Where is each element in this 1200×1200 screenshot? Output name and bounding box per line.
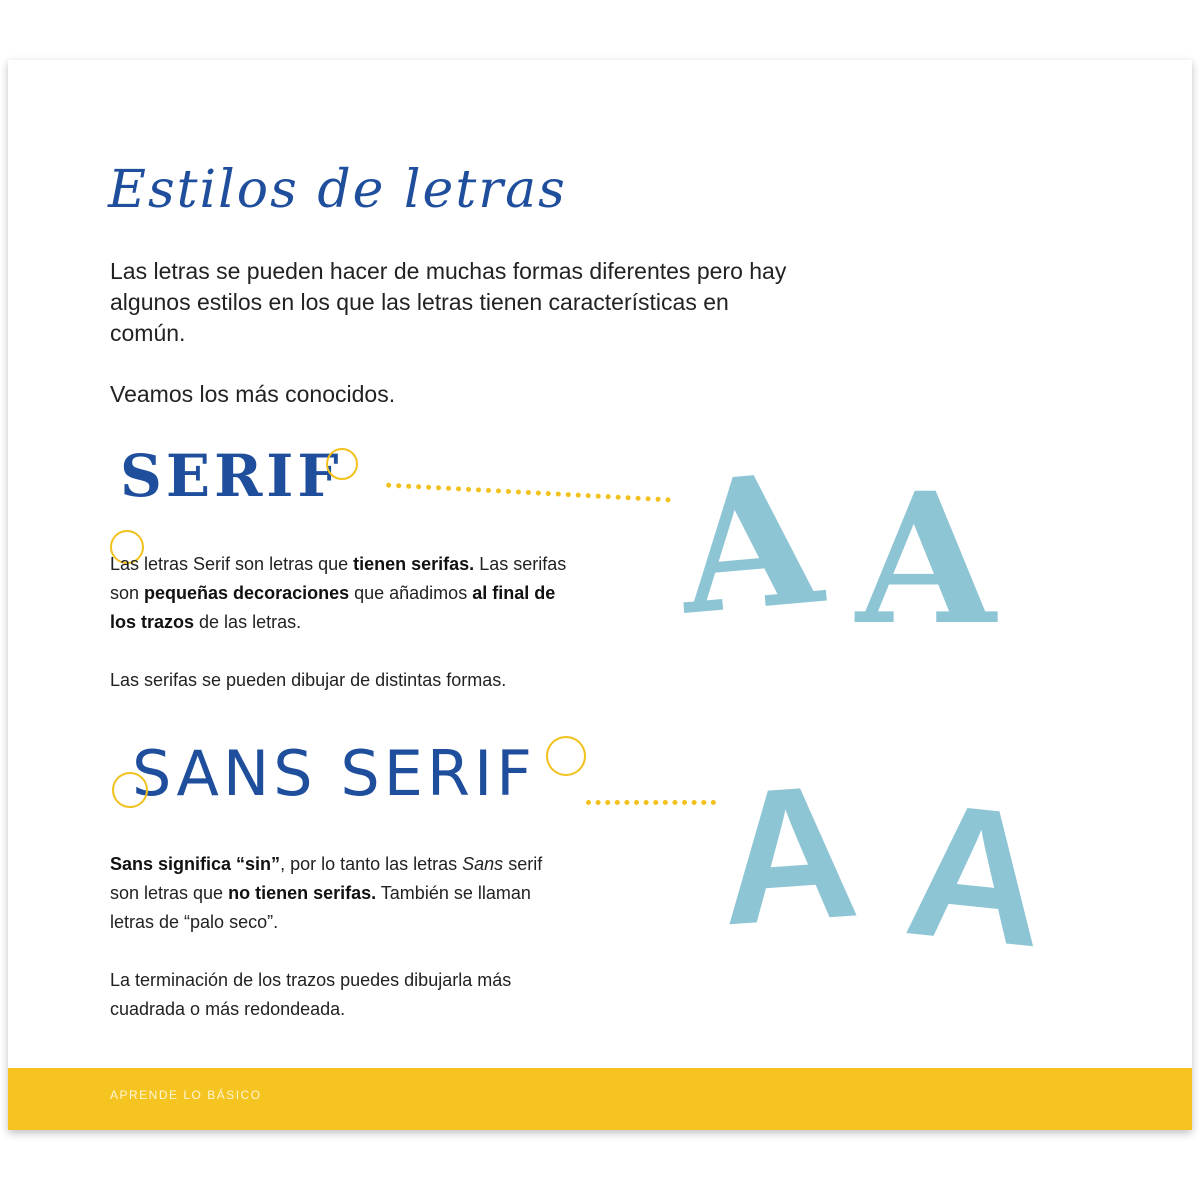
intro-paragraph: Veamos los más conocidos. [110, 381, 396, 407]
intro-paragraph: Las letras se pueden hacer de muchas formas diferentes pero hay algunos estilos en los que las letras tienen características en común. [110, 258, 787, 346]
sans-paragraph [110, 850, 570, 937]
sans-sample-letter: A [897, 762, 1056, 988]
dotted-connector [586, 800, 716, 805]
text: de las letras. [194, 612, 302, 632]
sans-serif-heading: SANS SERIF [132, 737, 536, 810]
book-page [8, 60, 1192, 1130]
text: , por lo tanto las letras [280, 854, 463, 874]
sans-highlight-circle [546, 736, 586, 776]
text: También se llaman letras de “palo seco”. [110, 883, 531, 932]
sans-highlight-circle [112, 772, 148, 808]
bold-text: tienen serifas. [353, 554, 475, 574]
serif-heading: SERIF [120, 442, 343, 510]
serif-highlight-circle [326, 448, 358, 480]
sans-description [110, 850, 570, 1053]
bold-text: no tienen serifas. [228, 883, 377, 903]
serif-paragraph [110, 550, 570, 637]
sans-paragraph: La terminación de los trazos puedes dibujarla más cuadrada o más redondeada. [110, 970, 512, 1019]
intro-text [110, 256, 810, 440]
page-title: Estilos de letras [108, 160, 567, 220]
italic-text: Sans [462, 854, 504, 874]
serif-description [110, 550, 570, 724]
dotted-connector [386, 483, 671, 503]
bold-text: Sans significa “sin” [110, 854, 281, 874]
bold-text: pequeñas decoraciones [144, 583, 350, 603]
text: que añadimos [349, 583, 473, 603]
text: serif son letras que [110, 854, 543, 903]
serif-sample-letter: A [856, 454, 996, 665]
text: Las serifas son [110, 554, 567, 603]
bold-text: al final de los trazos [110, 583, 556, 632]
serif-paragraph: Las serifas se pueden dibujar de distintas formas. [110, 670, 507, 690]
serif-sample-letter: A [671, 433, 829, 656]
sans-sample-letter: A [712, 744, 865, 966]
footer-section-label: APRENDE LO BÁSICO [110, 1088, 262, 1102]
text: Las letras Serif son letras que [110, 554, 354, 574]
footer-band [8, 1068, 1192, 1130]
